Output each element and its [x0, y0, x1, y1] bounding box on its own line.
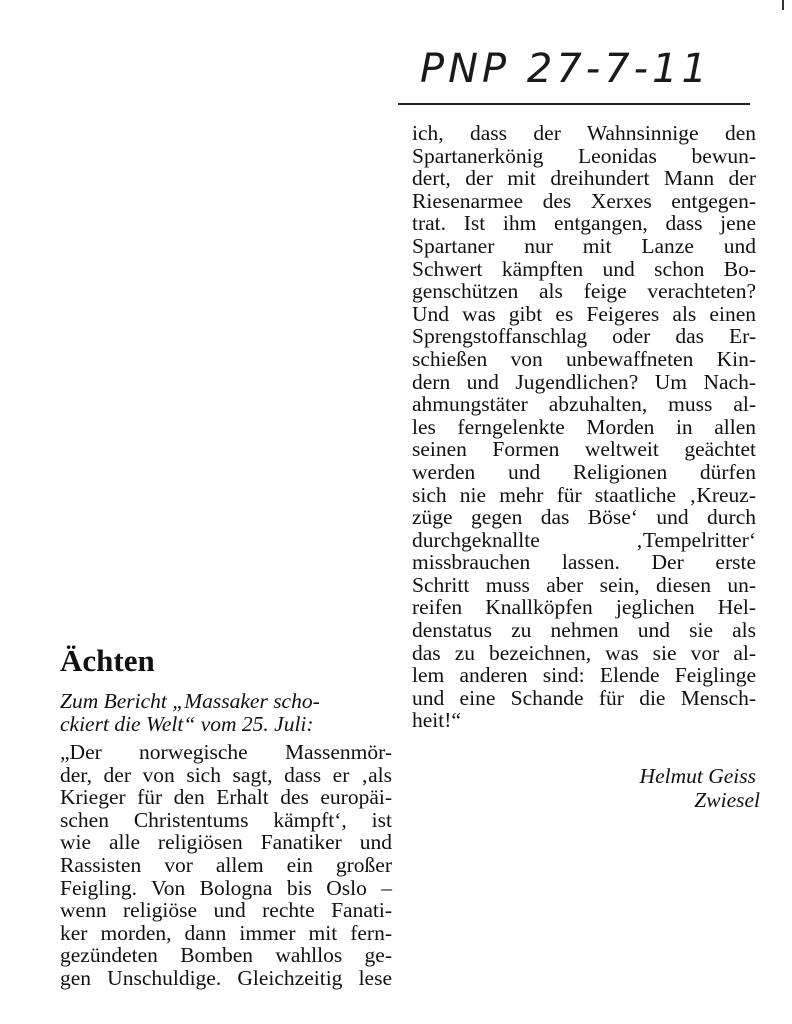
letter-body-left-column	[60, 741, 392, 990]
text-line: „Der norwegische Massenmör-	[60, 740, 392, 764]
text-line: reifen Knallköpfen jeglichen Hel-	[412, 595, 756, 620]
clipping-divider-rule	[398, 103, 750, 105]
text-line: ker morden, dann immer mit fern-	[60, 920, 392, 945]
text-line: züge gegen das Böse‘ und durch	[412, 505, 756, 530]
letter-headline: Ächten	[60, 643, 155, 678]
text-line: und eine Schande für die Mensch-	[412, 685, 756, 710]
text-line: gezündeten Bomben wahllos ge-	[60, 943, 392, 968]
text-line: Riesenarmee des Xerxes entgegen-	[412, 188, 756, 213]
handwritten-date-note	[418, 38, 758, 98]
text-line: gen Unschuldige. Gleichzeitig lese	[60, 965, 392, 990]
text-line: Sprengstoffanschlag oder das Er-	[412, 324, 756, 349]
text-line: wenn religiöse und rechte Fanati-	[60, 898, 392, 923]
text-line: Spartanerkönig Leonidas bewun-	[412, 143, 756, 168]
letter-subhead	[60, 690, 392, 735]
text-line: genschützen als feige verachteten?	[412, 279, 756, 304]
text-line: schen Christentums kämpft‘, ist	[60, 807, 392, 832]
text-line: durchgeknallte ‚Tempelritter‘	[412, 527, 756, 552]
text-line: sich nie mehr für staatliche ‚Kreuz-	[412, 482, 756, 507]
text-line: Schritt muss aber sein, diesen un-	[412, 572, 756, 597]
author-name: Helmut Geiss	[639, 764, 756, 788]
text-line: les ferngelenkte Morden in allen	[412, 414, 756, 439]
text-line: das zu bezeichnen, was sie vor al-	[412, 640, 756, 665]
text-line: werden und Religionen dürfen	[412, 459, 756, 484]
text-line: wie alle religiösen Fanatiker und	[60, 830, 392, 855]
text-line: dern und Jugendlichen? Um Nach-	[412, 369, 756, 394]
text-line: ckiert die Welt“ vom 25. Juli:	[60, 711, 314, 736]
text-line: heit!“	[412, 708, 461, 733]
text-line: trat. Ist ihm entgangen, dass jene	[412, 211, 756, 236]
text-line: Schwert kämpften und schon Bo-	[412, 256, 756, 281]
text-line: seinen Formen weltweit geächtet	[412, 437, 756, 462]
text-line: ahmungstäter abzuhalten, muss al-	[412, 392, 756, 417]
author-place: Zwiesel	[694, 789, 760, 807]
scan-mark	[782, 0, 784, 10]
text-line: lem anderen sind: Elende Feiglinge	[412, 663, 756, 688]
text-line: dert, der mit dreihundert Mann der	[412, 166, 756, 191]
text-line: ich, dass der Wahnsinnige den	[412, 121, 756, 145]
text-line: denstatus zu nehmen und sie als	[412, 618, 756, 643]
text-line: Feigling. Von Bologna bis Oslo –	[60, 875, 392, 900]
text-line: der, der von sich sagt, dass er ‚als	[60, 762, 392, 787]
letter-body-right-column	[412, 122, 756, 732]
text-line: Spartaner nur mit Lanze und	[412, 233, 756, 258]
text-line: Und was gibt es Feigeres als einen	[412, 301, 756, 326]
text-line: schießen von unbewaffneten Kin-	[412, 346, 756, 371]
text-line: Zum Bericht „Massaker scho-	[60, 689, 320, 713]
text-line: missbrauchen lassen. Der erste	[412, 550, 756, 575]
handwritten-note-text: PNP 27-7-11	[420, 46, 711, 92]
text-line: Krieger für den Erhalt des europäi-	[60, 785, 392, 810]
text-line: Rassisten vor allem ein großer	[60, 852, 392, 877]
